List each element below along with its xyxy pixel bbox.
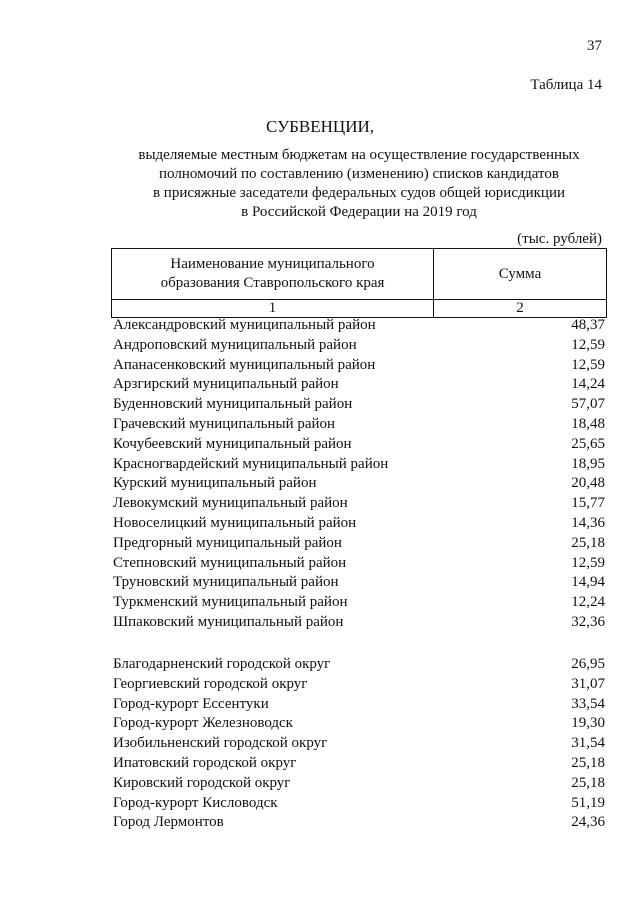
row-value: 14,94: [571, 574, 605, 591]
row-value: 31,54: [571, 735, 605, 752]
districts-list: [113, 316, 605, 633]
row-value: 25,18: [571, 534, 605, 551]
row-name: Город Лермонтов: [113, 814, 224, 831]
units-label: (тыс. рублей): [517, 231, 602, 247]
row-name: Арзгирский муниципальный район: [113, 376, 339, 393]
header-name-line: Наименование муниципального: [170, 256, 375, 272]
table-header: [111, 248, 607, 318]
table-row: [113, 534, 605, 554]
header-column-number: 1: [112, 300, 434, 318]
row-name: Город-курорт Кисловодск: [113, 794, 278, 811]
row-value: 26,95: [571, 656, 605, 672]
table-row: [113, 435, 605, 455]
table-row: [113, 316, 605, 336]
table-row: [113, 395, 605, 415]
row-value: 12,24: [571, 594, 605, 611]
table-row: [113, 714, 605, 734]
table-row: [113, 514, 605, 534]
subtitle-line: в Российской Федерации на 2019 год: [241, 204, 477, 220]
row-value: 14,24: [571, 376, 605, 393]
row-value: 32,36: [571, 613, 605, 630]
table-row: [113, 593, 605, 613]
row-name: Апанасенковский муниципальный район: [113, 356, 376, 373]
row-name: Город-курорт Железноводск: [113, 715, 293, 732]
row-value: 25,18: [571, 774, 605, 791]
row-name: Труновский муниципальный район: [113, 574, 339, 591]
row-name: Левокумский муниципальный район: [113, 495, 348, 512]
table-row: [113, 455, 605, 475]
table-row: [113, 774, 605, 794]
row-name: Благодарненский городской округ: [113, 656, 331, 672]
row-name: Степновский муниципальный район: [113, 554, 347, 571]
row-value: 25,65: [571, 435, 605, 452]
row-value: 57,07: [571, 396, 605, 413]
table-row: [113, 734, 605, 754]
table-row: [113, 415, 605, 435]
header-sum-column: Сумма: [434, 249, 607, 300]
table-row: [113, 655, 605, 675]
row-value: 15,77: [571, 495, 605, 512]
row-value: 18,95: [571, 455, 605, 472]
table-row: [113, 356, 605, 376]
row-name: Александровский муниципальный район: [113, 317, 376, 333]
row-value: 19,30: [571, 715, 605, 732]
header-name-line: образования Ставропольского края: [160, 275, 385, 291]
header-column-number: 2: [434, 300, 607, 318]
document-title: СУБВЕНЦИИ,: [266, 117, 374, 136]
row-value: 33,54: [571, 695, 605, 712]
row-name: Шпаковский муниципальный район: [113, 613, 344, 630]
table-row: [113, 554, 605, 574]
table-row: [113, 695, 605, 715]
header-name-column: [112, 249, 434, 300]
row-value: 12,59: [571, 356, 605, 373]
row-name: Красногвардейский муниципальный район: [113, 455, 389, 472]
row-value: 24,36: [571, 814, 605, 831]
table-row: [113, 613, 605, 633]
subtitle-line: в присяжные заседатели федеральных судов общей юрисдикции: [152, 185, 566, 201]
row-value: 20,48: [571, 475, 605, 492]
row-name: Буденновский муниципальный район: [113, 396, 353, 413]
row-name: Новоселицкий муниципальный район: [113, 514, 357, 531]
row-name: Город-курорт Ессентуки: [113, 695, 269, 712]
table-row: [113, 573, 605, 593]
subtitle-line: полномочий по составлению (изменению) списков кандидатов: [159, 166, 559, 182]
row-name: Ипатовский городской округ: [113, 754, 297, 771]
row-value: 12,59: [571, 554, 605, 571]
row-value: 18,48: [571, 415, 605, 432]
row-name: Андроповский муниципальный район: [113, 336, 357, 353]
table-row: [113, 794, 605, 814]
row-name: Изобильненский городской округ: [113, 735, 328, 752]
row-name: Георгиевский городской округ: [113, 675, 308, 692]
subtitle-line: выделяемые местным бюджетам на осуществление государственных: [138, 147, 580, 163]
row-value: 48,37: [571, 317, 605, 333]
document-subtitle: [110, 146, 608, 222]
row-value: 31,07: [571, 675, 605, 692]
table-row: [113, 494, 605, 514]
row-value: 14,36: [571, 514, 605, 531]
table-row: [113, 813, 605, 833]
table-row: [113, 675, 605, 695]
row-name: Предгорный муниципальный район: [113, 534, 342, 551]
row-value: 51,19: [571, 794, 605, 811]
row-name: Кировский городской округ: [113, 774, 291, 791]
table-label: Таблица 14: [530, 77, 602, 93]
table-row: [113, 754, 605, 774]
row-name: Курский муниципальный район: [113, 475, 317, 492]
row-name: Кочубеевский муниципальный район: [113, 435, 352, 452]
row-name: Грачевский муниципальный район: [113, 415, 336, 432]
page-number: 37: [587, 38, 602, 54]
row-value: 25,18: [571, 754, 605, 771]
table-row: [113, 474, 605, 494]
table-row: [113, 375, 605, 395]
okrugs-list: [113, 655, 605, 833]
row-value: 12,59: [571, 336, 605, 353]
row-name: Туркменский муниципальный район: [113, 594, 348, 611]
table-row: [113, 336, 605, 356]
